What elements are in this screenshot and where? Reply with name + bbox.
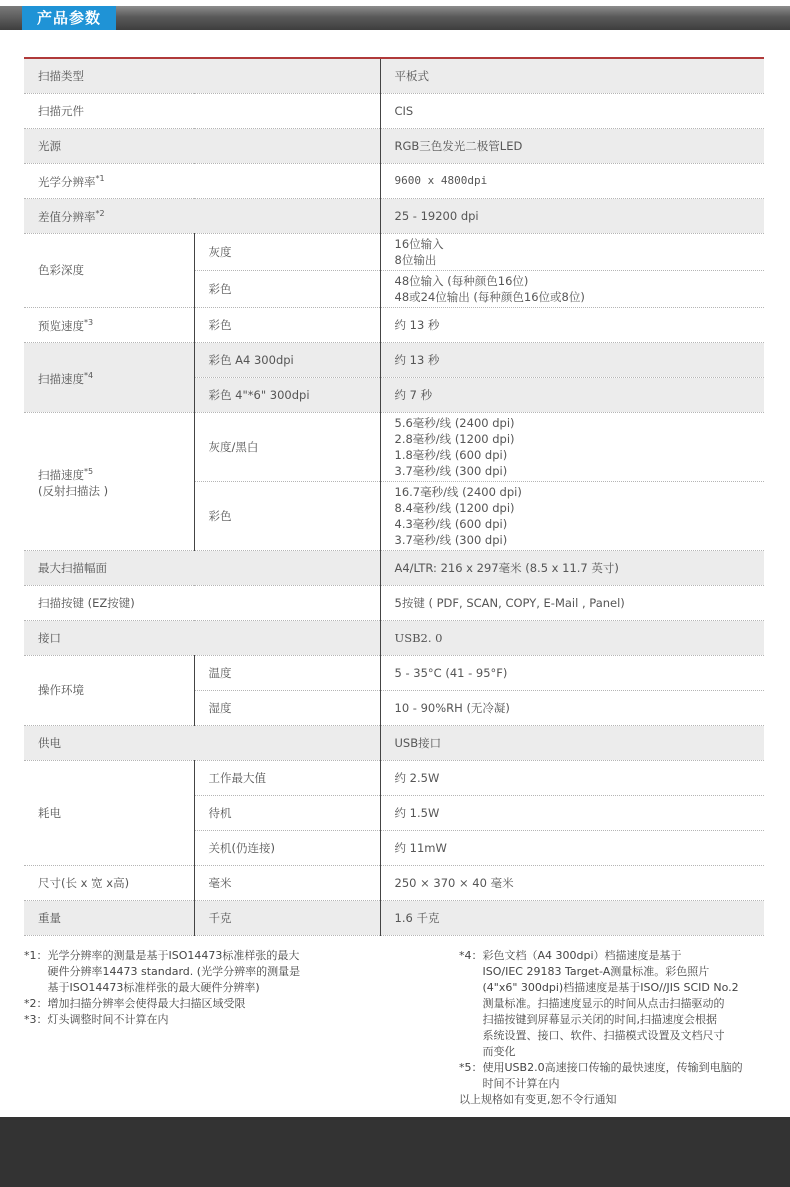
footnote-line: 使用USB2.0高速接口传输的最快速度，传输到电脑的 [482, 1061, 743, 1074]
spec-label: 重量 [24, 900, 194, 935]
footnote-mark: *4： [459, 949, 483, 962]
footnote-line: 扫描按键到屏幕显示关闭的时间,扫描速度会根据 [482, 1013, 717, 1026]
spec-value: 25 - 19200 dpi [380, 198, 764, 233]
spec-sublabel: 千克 [194, 900, 380, 935]
spec-label: 色彩深度 [24, 233, 194, 307]
label-line: (反射扫描法 ) [38, 483, 109, 498]
footnote-line: 基于ISO14473标准样张的最大硬件分辨率) [47, 981, 260, 994]
table-row [24, 233, 764, 270]
value-line: 3.7毫秒/线 (300 dpi) [394, 532, 508, 547]
footnote-mark: *1： [24, 949, 48, 962]
table-row [24, 93, 764, 128]
footnote-ref: *5 [84, 466, 94, 476]
spec-value: USB2. 0 [380, 620, 764, 655]
spec-label: 光源 [24, 128, 380, 163]
footnotes-right [459, 948, 769, 1108]
table-row [24, 760, 764, 795]
table-row [24, 900, 764, 935]
spec-value: RGB三色发光二极管LED [380, 128, 764, 163]
footnote-line: ISO/IEC 29183 Target-A测量标准。彩色照片 [482, 965, 710, 978]
value-line: 16位输入 [394, 236, 444, 251]
spec-value [380, 233, 764, 270]
spec-label: 扫描类型 [24, 58, 380, 93]
footnote-ref: *1 [95, 174, 105, 183]
spec-label: 尺寸(长 x 宽 x高) [24, 865, 194, 900]
spec-value: CIS [380, 93, 764, 128]
footnote-mark: *5： [459, 1061, 483, 1074]
footnote-line: 硬件分辨率14473 standard. (光学分辨率的测量是 [47, 965, 301, 978]
label-text: 差值分辨率 [38, 210, 96, 224]
value-line: 48位输入 (每种颜色16位) [394, 273, 529, 288]
value-line: 4.3毫秒/线 (600 dpi) [394, 516, 508, 531]
value-line: 48或24位输出 (每种颜色16位或8位) [394, 289, 585, 304]
spec-sublabel: 灰度/黑白 [194, 412, 380, 481]
spec-value: 约 7 秒 [380, 377, 764, 412]
footer-bar [0, 1117, 790, 1187]
spec-label: 扫描元件 [24, 93, 380, 128]
spec-value: 10 - 90%RH (无冷凝) [380, 690, 764, 725]
spec-value: 5 - 35°C (41 - 95°F) [380, 655, 764, 690]
spec-value: 约 2.5W [380, 760, 764, 795]
footnote-mark: *2： [24, 997, 48, 1010]
table-row [24, 865, 764, 900]
footnote-line: 系统设置、接口、软件、扫描模式设置及文档尺寸 [482, 1029, 725, 1042]
table-row [24, 585, 764, 620]
footnote-line: 光学分辨率的测量是基于ISO14473标准样张的最大 [47, 949, 300, 962]
spec-value: 约 1.5W [380, 795, 764, 830]
spec-sublabel: 灰度 [194, 233, 380, 270]
value-line: 3.7毫秒/线 (300 dpi) [394, 463, 508, 478]
footnote [459, 1060, 769, 1092]
value-line: 5.6毫秒/线 (2400 dpi) [394, 415, 515, 430]
spec-label: 供电 [24, 725, 380, 760]
spec-label: 最大扫描幅面 [24, 550, 380, 585]
spec-sublabel: 彩色 A4 300dpi [194, 342, 380, 377]
table-row [24, 307, 764, 342]
footnotes-left [24, 948, 354, 1028]
table-row [24, 412, 764, 481]
footnote-line: 测量标准。扫描速度显示的时间从点击扫描驱动的 [482, 997, 725, 1010]
spec-value: 约 13 秒 [380, 307, 764, 342]
spec-table [24, 57, 764, 936]
spec-label [24, 342, 194, 412]
spec-label [24, 412, 194, 550]
table-row [24, 128, 764, 163]
label-text: 预览速度 [38, 319, 84, 333]
label-line [38, 464, 194, 483]
spec-value: 9600 x 4800dpi [380, 163, 764, 198]
footnote-text: 增加扫描分辨率会使得最大扫描区域受限 [47, 997, 246, 1010]
spec-value: USB接口 [380, 725, 764, 760]
spec-sublabel: 彩色 [194, 270, 380, 307]
disclaimer: 以上规格如有变更,恕不令行通知 [459, 1093, 617, 1106]
spec-label [24, 198, 380, 233]
footnote-ref: *4 [84, 370, 94, 380]
table-row [24, 342, 764, 377]
value-line: 8位输出 [394, 252, 437, 267]
footnote-line: (4"x6" 300dpi)档描速度是基于ISO//JIS SCID No.2 [482, 981, 739, 994]
footnote-text [48, 948, 355, 996]
footnote [24, 1012, 354, 1028]
footnote-ref: *3 [84, 318, 94, 327]
spec-sublabel: 彩色 4"*6" 300dpi [194, 377, 380, 412]
footnote [24, 996, 354, 1012]
table-row [24, 58, 764, 93]
spec-sublabel: 彩色 [194, 481, 380, 550]
footnote-text [483, 948, 770, 1060]
spec-value: 约 11mW [380, 830, 764, 865]
spec-sublabel: 温度 [194, 655, 380, 690]
label-text: 扫描速度 [38, 371, 84, 386]
spec-value: 1.6 千克 [380, 900, 764, 935]
spec-label: 操作环境 [24, 655, 194, 725]
table-row [24, 725, 764, 760]
spec-value [380, 412, 764, 481]
spec-label [24, 163, 380, 198]
footnote [24, 948, 354, 996]
table-row [24, 620, 764, 655]
spec-label: 耗电 [24, 760, 194, 865]
spec-value: 平板式 [380, 58, 764, 93]
value-line: 2.8毫秒/线 (1200 dpi) [394, 431, 515, 446]
footnote-line: 时间不计算在内 [482, 1077, 560, 1090]
table-row [24, 163, 764, 198]
header-left-strip [0, 6, 22, 30]
section-header [0, 6, 790, 30]
footnote-ref: *2 [95, 209, 105, 218]
spec-label [24, 307, 194, 342]
footnote [459, 948, 769, 1060]
footnote-text [483, 1060, 770, 1092]
spec-value: 约 13 秒 [380, 342, 764, 377]
spec-value: A4/LTR: 216 x 297毫米 (8.5 x 11.7 英寸) [380, 550, 764, 585]
footnote-line: 而变化 [482, 1045, 516, 1058]
spec-label: 接口 [24, 620, 380, 655]
table-row [24, 198, 764, 233]
value-line: 1.8毫秒/线 (600 dpi) [394, 447, 508, 462]
section-title: 产品参数 [22, 6, 116, 30]
label-text: 扫描速度 [38, 467, 84, 482]
footnote-line: 彩色文档（A4 300dpi）档描速度是基于 [482, 949, 682, 962]
spec-sublabel: 待机 [194, 795, 380, 830]
footnote-mark: *3： [24, 1013, 48, 1026]
label-text: 光学分辨率 [38, 175, 96, 189]
value-line: 16.7毫秒/线 (2400 dpi) [394, 484, 522, 499]
spec-value [380, 270, 764, 307]
spec-sublabel: 工作最大值 [194, 760, 380, 795]
spec-label: 扫描按键 (EZ按键) [24, 585, 380, 620]
table-row [24, 550, 764, 585]
spec-sublabel: 湿度 [194, 690, 380, 725]
spec-sublabel: 关机(仍连接) [194, 830, 380, 865]
spec-sublabel: 毫米 [194, 865, 380, 900]
footnote-text: 灯头调整时间不计算在内 [47, 1013, 169, 1026]
table-row [24, 655, 764, 690]
value-line: 8.4毫秒/线 (1200 dpi) [394, 500, 515, 515]
spec-value [380, 481, 764, 550]
spec-value: 5按键 ( PDF, SCAN, COPY, E-Mail , Panel) [380, 585, 764, 620]
spec-sublabel: 彩色 [194, 307, 380, 342]
spec-value: 250 × 370 × 40 毫米 [380, 865, 764, 900]
